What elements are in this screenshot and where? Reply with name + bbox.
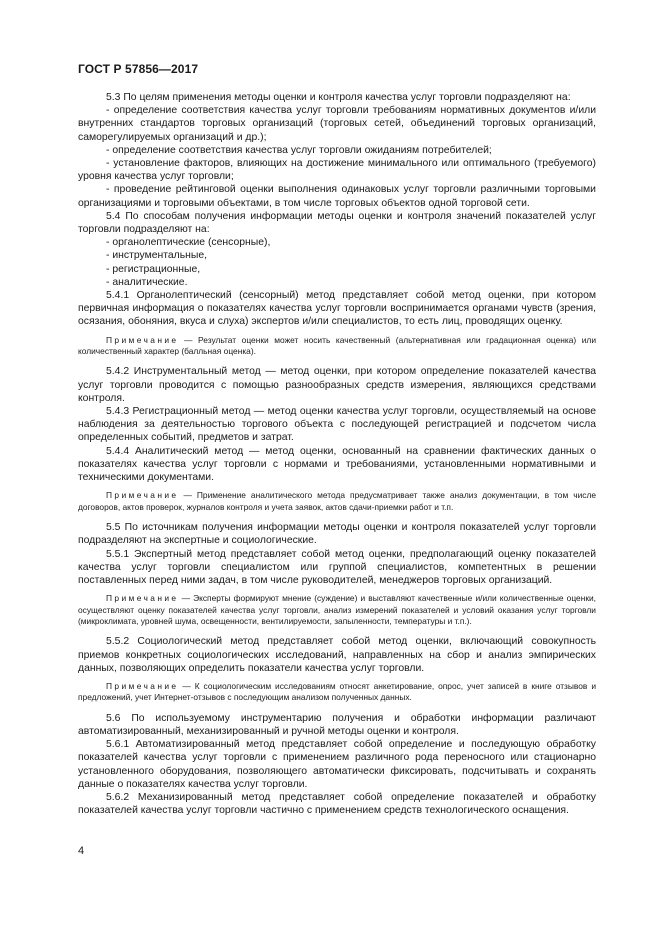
page-number: 4 xyxy=(78,845,85,857)
note-block xyxy=(78,593,596,627)
paragraph: - органолептические (сенсорные), xyxy=(106,237,271,249)
paragraph: - определение соответствия качества услуг торговли требованиям нормативных документов и/или внутренних стандартов торговых организаций (торговых сетей, объединений торговых организаций, саморегулируемых организаций и др.); xyxy=(78,105,596,143)
paragraph: 5.5.2 Социологический метод представляет собой метод оценки, включающий совокупность приемов конкретных социологических исследований, направленных на сбор и анализ эмпирических данных, позволяющих определить показатели качества услуг торговли. xyxy=(78,636,596,674)
paragraph: 5.4.4 Аналитический метод — метод оценки, основанный на сравнении фактических данных о показателях качества услуг торговли с нормами и требованиями, установленными нормативными и техническими документами. xyxy=(78,445,596,484)
document-header: ГОСТ Р 57856—2017 xyxy=(78,62,199,76)
note-block xyxy=(78,335,596,358)
paragraph: - регистрационные, xyxy=(106,263,201,275)
paragraph: 5.5 По источникам получения информации методы оценки и контроля показателей услуг торговли подразделяют на экспертные и социологические. xyxy=(78,522,596,547)
paragraph: - установление факторов, влияющих на достижение минимального или оптимального (требуемого) уровня качества услуг торговли; xyxy=(78,158,596,183)
paragraph: 5.4 По способам получения информации методы оценки и контроля значений показателей услуг торговли подразделяют на: xyxy=(78,210,596,236)
paragraph: - проведение рейтинговой оценки выполнения одинаковых услуг торговли различными торговыми организациями и торговыми объектами, в том числе торговых объектов одной торговой сети. xyxy=(78,184,596,209)
paragraph: - определение соответствия качества услуг торговли ожиданиям потребителей; xyxy=(106,144,492,156)
paragraph: 5.6 По используемому инструментарию получения и обработки информации различают автоматизированный, механизированный и ручной методы оценки и контроля. xyxy=(78,712,596,737)
note-label: Примечание xyxy=(106,490,179,501)
note-text: — Применение аналитического метода предусматривает также анализ документации, в том числе договоров, актов проверок, журналов контроля и учета заявок, актов сдачи-приемки работ и т.п. xyxy=(78,490,596,512)
paragraph: 5.3 По целям применения методы оценки и контроля качества услуг торговли подразделяют на: xyxy=(106,92,571,103)
note-text: — Результат оценки может носить качественный (альтернативная или градационная оценка) или количественный характер (балльная оценка). xyxy=(78,334,596,357)
note-text: — Эксперты формируют мнение (суждение) и выставляют качественные и/или количественные оценки, осуществляют оценку показателей качества услуг торговли, анализ измерений показателей и условий оказания услуг торговли (микроклимата, уровней шума, освещенности, вентилируемости, запыленности, температуры и т.п.). xyxy=(78,593,596,626)
note-block xyxy=(78,490,596,513)
note-label: Примечание xyxy=(106,334,179,345)
note-block xyxy=(78,681,596,704)
paragraph: - инструментальные, xyxy=(106,250,208,262)
paragraph: 5.4.1 Органолептический (сенсорный) метод представляет собой метод оценки, при котором первичная информация о показателях качества услуг торговли воспринимается органами чувств (зрения, осязания, обоняния, вкуса и слуха) экспертов и/или специалистов, то есть лиц, проводящих оценку. xyxy=(78,290,596,328)
paragraph: - аналитические. xyxy=(106,276,188,288)
note-label: Примечание xyxy=(106,680,179,691)
paragraph: 5.5.1 Экспертный метод представляет собой метод оценки, предполагающий оценку показателей качества услуг торговли специалистом или группой специалистов, компетентных в решении поставленных перед ними задач, в том числе руководителей, менеджеров торговых организаций. xyxy=(78,548,596,586)
paragraph: 5.4.2 Инструментальный метод — метод оценки, при котором определение показателей качества услуг торговли проводится с помощью разнообразных средств измерения, являющихся средствами контроля. xyxy=(78,366,596,404)
note-label: Примечание xyxy=(106,593,179,604)
paragraph: 5.6.1 Автоматизированный метод представляет собой определение и последующую обработку показателей качества услуг торговли с применением различного рода переносного или стационарно установленного оборудования, позволяющего автоматически фиксировать, подсчитывать и сохранять данные о показателях качества услуг торговли. xyxy=(78,739,596,790)
paragraph: 5.4.3 Регистрационный метод — метод оценки качества услуг торговли, осуществляемый на основе наблюдения за деятельностью торгового объекта с последующей регистрацией и подсчетом числа определенных событий, предметов и затрат. xyxy=(78,406,596,444)
note-text: — К социологическим исследованиям относят анкетирование, опрос, учет записей в книге отзывов и предложений, учет Интернет-отзывов с последующим анализом полученных данных. xyxy=(78,680,596,703)
paragraph: 5.6.2 Механизированный метод представляет собой определение показателей и обработку показателей качества услуг торговли частично с применением средств технологического оснащения. xyxy=(78,791,596,817)
document-body xyxy=(78,91,596,817)
